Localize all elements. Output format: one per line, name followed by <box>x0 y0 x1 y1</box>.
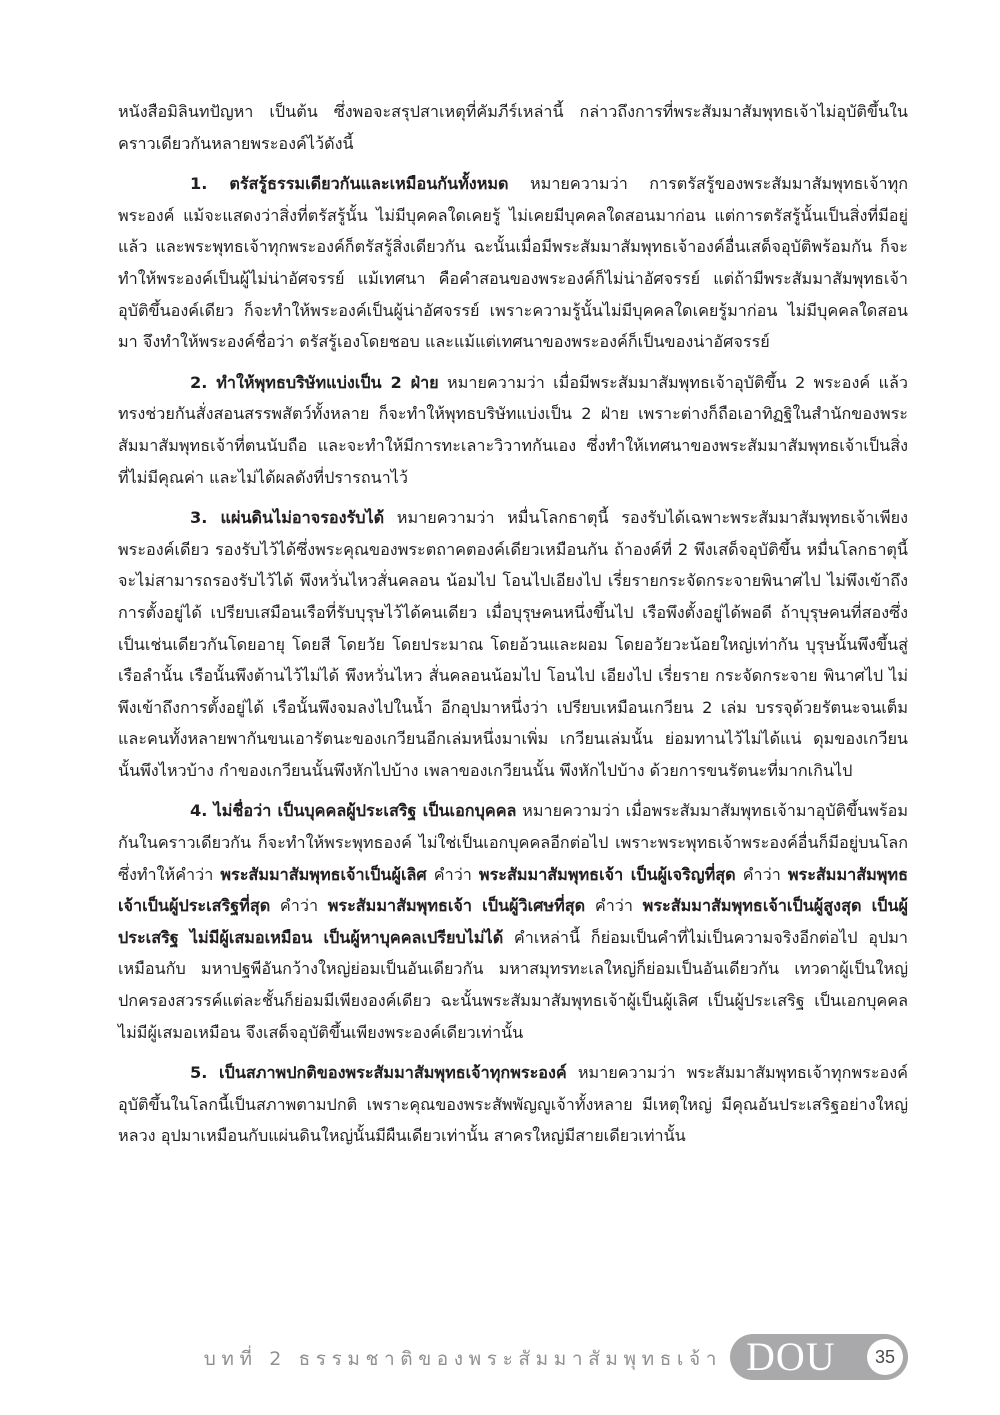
text-run: หมายความว่า เมื่อมีพระสัมมาสัมพุทธเจ้าอุบัติขึ้น 2 พระองค์ แล้วทรงช่วยกันสั่งสอนสรรพสัตว์ทั้งหลาย ก็จะทำให้พุทธบริษัทแบ่งเป็น 2 ฝ่าย เพราะต่างก็ถือเอาทิฏฐิในสำนักของพระสัมมาสัมพุทธเจ้าที่ตนนับถือ และจะทำให้มีการทะเลาะวิวาทกันเอง ซึ่งทำให้เทศนาของพระสัมมาสัมพุทธเจ้าเป็นสิ่งที่ไม่มีคุณค่า และไม่ได้ผลดังที่ปรารถนาไว้ <box>118 372 908 487</box>
text-run: หนังสือมิลินทปัญหา เป็นต้น ซึ่งพอจะสรุปสาเหตุที่คัมภีร์เหล่านี้ กล่าวถึงการที่พระสัมมาสัมพุทธเจ้าไม่อุบัติขึ้นในคราวเดียวกันหลายพระองค์ไว้ดังนี้ <box>118 102 908 153</box>
page-footer <box>0 1330 1000 1386</box>
running-head: บทที่ 2 ธรรมชาติของพระสัมมาสัมพุทธเจ้า <box>203 1348 722 1370</box>
paragraph <box>118 502 908 786</box>
page-number: 35 <box>867 1339 903 1375</box>
text-run: หมายความว่า การตรัสรู้ของพระสัมมาสัมพุทธเจ้าทุกพระองค์ แม้จะแสดงว่าสิ่งที่ตรัสรู้นั้น ไม่มีบุคคลใดเคยรู้ ไม่เคยมีบุคคลใดสอนมาก่อน แต่การตรัสรู้นั้นเป็นสิ่งที่มีอยู่แล้ว และพระพุทธเจ้าทุกพระองค์ก็ตรัสรู้สิ่งเดียวกัน ฉะนั้นเมื่อมีพระสัมมาสัมพุทธเจ้าองค์อื่นเสด็จอุบัติพร้อมกัน ก็จะทำให้พระองค์เป็นผู้ไม่น่าอัศจรรย์ แม้เทศนา คือคำสอนของพระองค์ก็ไม่น่าอัศจรรย์ แต่ถ้ามีพระสัมมาสัมพุทธเจ้าอุบัติขึ้นองค์เดียว ก็จะทำให้พระองค์เป็นผู้น่าอัศจรรย์ เพราะความรู้นั้นไม่มีบุคคลใดเคยรู้มาก่อน ไม่มีบุคคลใดสอนมา จึงทำให้พระองค์ชื่อว่า ตรัสรู้เองโดยชอบ และแม้แต่เทศนาของพระองค์ก็เป็นของน่าอัศจรรย์ <box>118 174 908 352</box>
text-run: คำว่า <box>426 864 479 884</box>
page-body <box>118 96 908 1161</box>
paragraph <box>118 795 908 1048</box>
bold-text: พระสัมมาสัมพุทธเจ้า เป็นผู้วิเศษที่สุด <box>327 896 586 916</box>
bold-text: 4. ไม่ชื่อว่า เป็นบุคคลผู้ประเสริฐ เป็นเอกบุคคล <box>190 801 517 821</box>
bold-text: 5. เป็นสภาพปกติของพระสัมมาสัมพุทธเจ้าทุกพระองค์ <box>190 1063 567 1083</box>
paragraph <box>118 1057 908 1152</box>
bold-text: 3. แผ่นดินไม่อาจรองรับได้ <box>190 508 385 528</box>
dou-logo: DOU <box>746 1334 836 1379</box>
text-run: คำว่า <box>585 896 643 916</box>
text-run: คำว่า <box>735 864 788 884</box>
bold-text: 1. ตรัสรู้ธรรมเดียวกันและเหมือนกันทั้งหมด <box>190 174 509 194</box>
text-run: หมายความว่า เมื่อพระสัมมาสัมพุทธเจ้ามาอุบัติขึ้นพร้อมกันในคราวเดียวกัน ก็จะทำให้พระพุทธองค์ ไม่ใช่เป็นเอกบุคคลอีกต่อไป เพราะพระพุทธเจ้าพระองค์อื่นก็มีอยู่บนโลก ซึ่งทำให้คำว่า <box>118 801 909 884</box>
bold-text: พระสัมมาสัมพุทธเจ้าเป็นผู้เลิศ <box>220 864 427 884</box>
text-run: คำเหล่านี้ ก็ย่อมเป็นคำที่ไม่เป็นความจริงอีกต่อไป อุปมาเหมือนกับ มหาปฐพีอันกว้างใหญ่ย่อมเป็นอันเดียวกัน มหาสมุทรทะเลใหญ่ก็ย่อมเป็นอันเดียวกัน เทวดาผู้เป็นใหญ่ปกครองสวรรค์แต่ละชั้นก็ย่อมมีเพียงองค์เดียว ฉะนั้นพระสัมมาสัมพุทธเจ้าผู้เป็นผู้เลิศ เป็นผู้ประเสริฐ เป็นเอกบุคคล ไม่มีผู้เสมอเหมือน จึงเสด็จอุบัติขึ้นเพียงพระองค์เดียวเท่านั้น <box>118 927 908 1042</box>
text-run: หมายความว่า หมื่นโลกธาตุนี้ รองรับได้เฉพาะพระสัมมาสัมพุทธเจ้าเพียงพระองค์เดียว รองรับไว้ได้ซึ่งพระคุณของพระตถาคตองค์เดียวเหมือนกัน ถ้าองค์ที่ 2 พึงเสด็จอุบัติขึ้น หมื่นโลกธาตุนี้จะไม่สามารถรองรับไว้ได้ พึงหวั่นไหวสั่นคลอน น้อมไป โอนไปเอียงไป เรี่ยรายกระจัดกระจายพินาศไป ไม่พึงเข้าถึงการตั้งอยู่ได้ เปรียบเสมือนเรือที่รับบุรุษไว้ได้คนเดียว เมื่อบุรุษคนหนึ่งขึ้นไป เรือพึงตั้งอยู่ได้พอดี ถ้าบุรุษคนที่สองซึ่งเป็นเช่นเดียวกันโดยอายุ โดยสี โดยวัย โดยประมาณ โดยอ้วนและผอม โดยอวัยวะน้อยใหญ่เท่ากัน บุรุษนั้นพึงขึ้นสู่เรือลำนั้น เรือนั้นพึงต้านไว้ไม่ได้ พึงหวั่นไหว สั่นคลอนน้อมไป โอนไป เอียงไป เรี่ยราย กระจัดกระจาย พินาศไป ไม่พึงเข้าถึงการตั้งอยู่ได้ เรือนั้นพึงจมลงไปในน้ำ อีกอุปมาหนึ่งว่า เปรียบเหมือนเกวียน 2 เล่ม บรรจุด้วยรัตนะจนเต็ม และคนทั้งหลายพากันขนเอารัตนะของเกวียนอีกเล่มหนึ่งมาเพิ่ม เกวียนเล่มนั้น ย่อมทานไว้ไม่ได้แน่ ดุมของเกวียนนั้นพึงไหวบ้าง กำของเกวียนนั้นพึงหักไปบ้าง เพลาของเกวียนนั้น พึงหักไปบ้าง ด้วยการขนรัตนะที่มากเกินไป <box>118 508 908 780</box>
paragraph <box>118 367 908 493</box>
dou-badge <box>730 1334 908 1380</box>
bold-text: พระสัมมาสัมพุทธเจ้า เป็นผู้เจริญที่สุด <box>478 864 736 884</box>
bold-text: พระสัมมาสัมพุทธเจ้าเป็นผู้สูงสุด เป็นผู้ประเสริฐ ไม่มีผู้เสมอเหมือน เป็นผู้หาบุคคลเปรียบไม่ได้ <box>118 896 909 947</box>
bold-text: พระสัมมาสัมพุทธเจ้าเป็นผู้ประเสริฐที่สุด <box>118 864 908 916</box>
text-run: หมายความว่า พระสัมมาสัมพุทธเจ้าทุกพระองค์อุบัติขึ้นในโลกนี้เป็นสภาพตามปกติ เพราะคุณของพระสัพพัญญูเจ้าทั้งหลาย มีเหตุใหญ่ มีคุณอันประเสริฐอย่างใหญ่หลวง อุปมาเหมือนกับแผ่นดินใหญ่นั้นมีผืนเดียวเท่านั้น สาครใหญ่มีสายเดียวเท่านั้น <box>118 1063 908 1146</box>
paragraph <box>118 96 908 159</box>
bold-text: 2. ทำให้พุทธบริษัทแบ่งเป็น 2 ฝ่าย <box>190 372 439 392</box>
paragraph <box>118 168 908 358</box>
text-run: คำว่า <box>270 896 328 916</box>
